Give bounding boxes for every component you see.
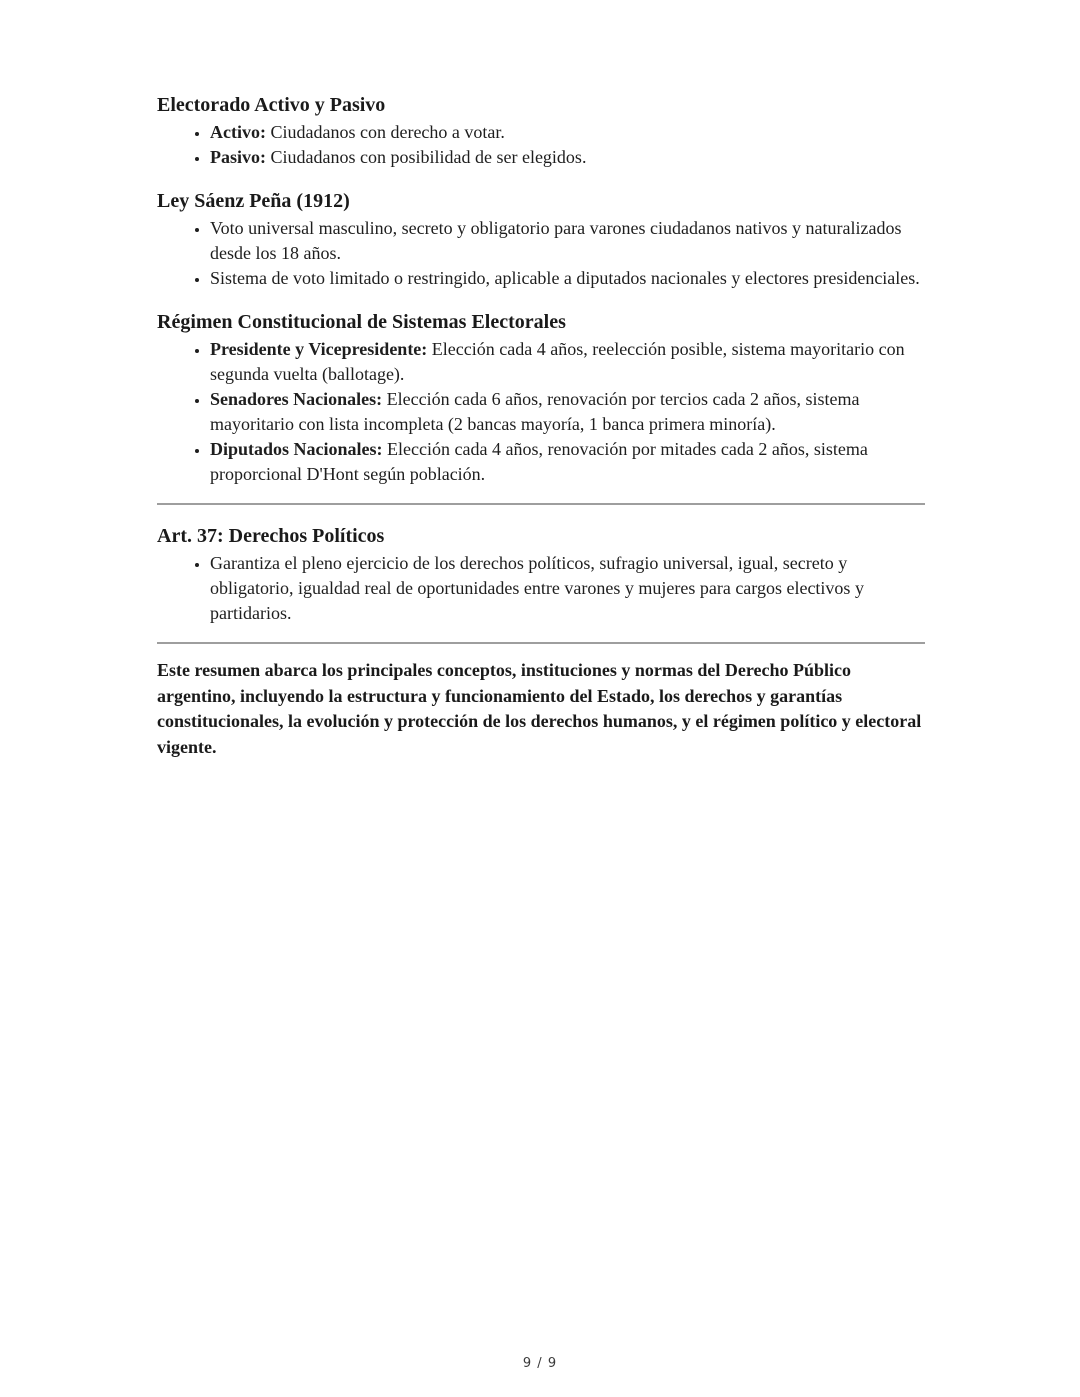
bullet-item	[210, 437, 925, 487]
bullet-text: Garantiza el pleno ejercicio de los derechos políticos, sufragio universal, igual, secreto y obligatorio, igualdad real de oportunidades entre varones y mujeres para cargos electivos y partidarios.	[210, 553, 864, 623]
bullet-item	[210, 145, 925, 170]
bullet-list-electorado	[157, 120, 925, 170]
bullet-item	[210, 266, 925, 291]
bullet-text: Sistema de voto limitado o restringido, aplicable a diputados nacionales y electores presidenciales.	[210, 268, 920, 288]
horizontal-divider	[157, 642, 925, 644]
bullet-text: Ciudadanos con posibilidad de ser elegidos.	[266, 147, 587, 167]
bullet-item	[210, 216, 925, 266]
bullet-label: Activo:	[210, 122, 266, 142]
closing-paragraph: Este resumen abarca los principales conceptos, instituciones y normas del Derecho Público argentino, incluyendo la estructura y funcionamiento del Estado, los derechos y garantías constitucionales, la evolución y protección de los derechos humanos, y el régimen político y electoral vigente.	[157, 660, 922, 757]
bullet-item	[210, 551, 925, 626]
section-heading-art-37: Art. 37: Derechos Políticos	[157, 525, 385, 547]
section-heading-regimen-constitucional: Régimen Constitucional de Sistemas Electorales	[157, 311, 566, 333]
bullet-text: Elección cada 4 años, reelección posible, sistema mayoritario con segunda vuelta (ballotage).	[210, 339, 905, 384]
horizontal-divider	[157, 503, 925, 505]
bullet-label: Senadores Nacionales:	[210, 389, 383, 409]
document-content	[157, 92, 925, 760]
bullet-list-regimen-constitucional	[157, 337, 925, 487]
bullet-label: Diputados Nacionales:	[210, 439, 383, 459]
bullet-item	[210, 337, 925, 387]
section-heading-electorado: Electorado Activo y Pasivo	[157, 94, 386, 116]
bullet-text: Voto universal masculino, secreto y obligatorio para varones ciudadanos nativos y naturalizados desde los 18 años.	[210, 218, 902, 263]
page-number: 9 / 9	[522, 1356, 558, 1371]
bullet-text: Ciudadanos con derecho a votar.	[265, 122, 505, 142]
bullet-item	[210, 120, 925, 145]
bullet-label: Presidente y Vicepresidente:	[210, 339, 428, 359]
bullet-text: Elección cada 4 años, renovación por mitades cada 2 años, sistema proporcional D'Hont según población.	[210, 439, 868, 484]
bullet-text: Elección cada 6 años, renovación por tercios cada 2 años, sistema mayoritario con lista incompleta (2 bancas mayoría, 1 banca primera minoría).	[210, 389, 860, 434]
bullet-label: Pasivo:	[210, 147, 266, 167]
bullet-item	[210, 387, 925, 437]
section-heading-ley-saenz-pena: Ley Sáenz Peña (1912)	[157, 190, 350, 212]
bullet-list-ley-saenz-pena	[157, 216, 925, 291]
bullet-list-art-37	[157, 551, 925, 626]
